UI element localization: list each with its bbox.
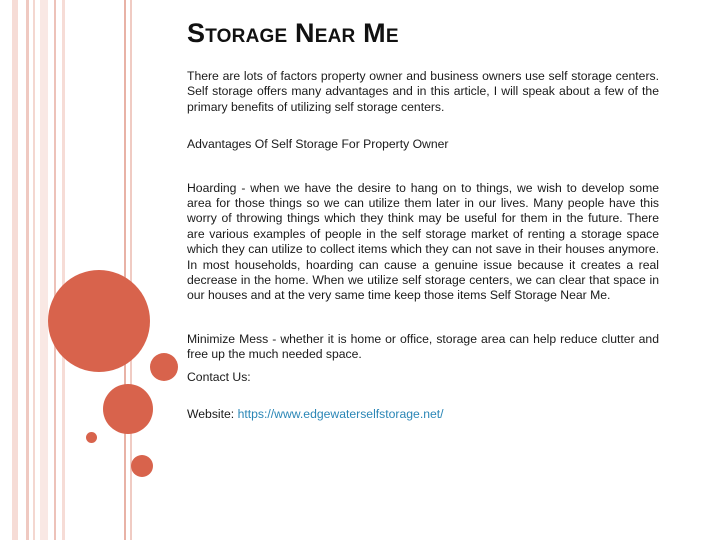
small-circle	[150, 353, 178, 381]
stripe	[33, 0, 35, 540]
stripe	[40, 0, 48, 540]
page-title: Storage Near Me	[187, 18, 399, 48]
medium-circle	[103, 384, 153, 434]
slide-content	[187, 18, 659, 423]
dot-circle	[86, 432, 97, 443]
small-circle	[131, 455, 153, 477]
stripe	[12, 0, 18, 540]
website-label: Website:	[187, 407, 235, 422]
intro-paragraph: There are lots of factors property owner and business owners use self storage centers. Self storage offers many advantages and in this article, I will speak about a few of the primary benefits of utilizing self storage centers.	[187, 69, 659, 114]
stripe	[62, 0, 65, 540]
website-line	[187, 407, 659, 422]
section-heading: Advantages Of Self Storage For Property Owner	[187, 137, 449, 152]
large-circle	[48, 270, 150, 372]
stripe	[124, 0, 126, 540]
hoarding-paragraph: Hoarding - when we have the desire to hang on to things, we wish to develop some area for those things so we can utilize them later in our lives. Many people have this worry of throwing things which they think may be useful for them in the future. There are various examples of people in the self storage market of renting a storage space which they can utilize to collect items which they can not save in their houses anymore. In most households, hoarding can cause a genuine issue because it creates a real decrease in the home. When we utilize self storage centers, we can clear that space in our houses and at the very same time keep those items Self Storage Near Me.	[187, 180, 659, 303]
stripe	[54, 0, 56, 540]
stripe	[26, 0, 29, 540]
stripe	[130, 0, 132, 540]
contact-label: Contact Us:	[187, 369, 251, 384]
mess-paragraph: Minimize Mess - whether it is home or office, storage area can help reduce clutter and free up the much needed space.	[187, 331, 659, 362]
website-link[interactable]: https://www.edgewaterselfstorage.net/	[237, 407, 444, 422]
